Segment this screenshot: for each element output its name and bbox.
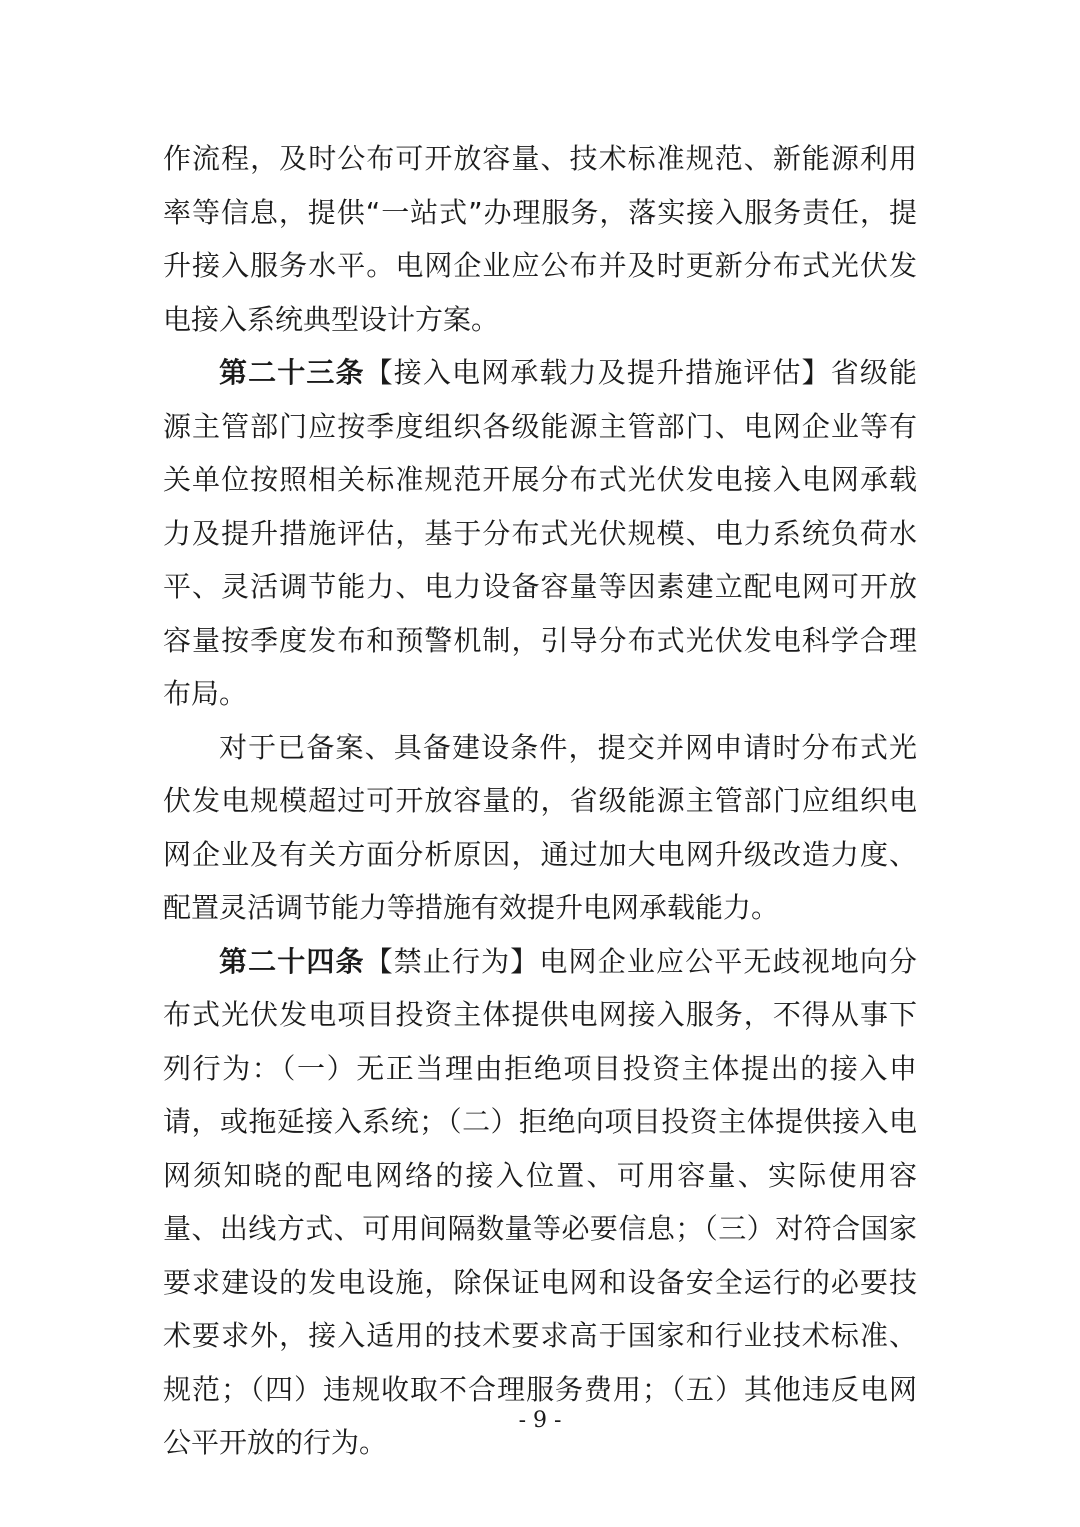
page-number: - 9 - [518,1408,562,1433]
article-title: 第二十三条 [219,356,365,389]
paragraph-article-24 [163,935,917,1470]
document-body [163,132,917,1470]
paragraph-continuation [163,132,917,346]
paragraph-text: 作流程，及时公布可开放容量、技术标准规范、新能源利用率等信息，提供“一站式”办理服务，落实接入服务责任，提升接入服务水平。电网企业应公布并及时更新分布式光伏发电接入系统典型设计方案。 [163,142,917,336]
paragraph-article-23-second [163,721,917,935]
article-title: 第二十四条 [219,944,365,978]
paragraph-text: 【接入电网承载力及提升措施评估】省级能源主管部门应按季度组织各级能源主管部门、电网企业等有关单位按照相关标准规范开展分布式光伏发电接入电网承载力及提升措施评估，基于分布式光伏规模、电力系统负荷水平、灵活调节能力、电力设备容量等因素建立配电网可开放容量按季度发布和预警机制，引导分布式光伏发电科学合理布局。 [163,356,917,710]
paragraph-article-23 [163,346,917,721]
paragraph-text: 【禁止行为】电网企业应公平无歧视地向分布式光伏发电项目投资主体提供电网接入服务，不得从事下列行为：（一）无正当理由拒绝项目投资主体提出的接入申请，或拖延接入系统；（二）拒绝向项目投资主体提供接入电网须知晓的配电网络的接入位置、可用容量、实际使用容量、出线方式、可用间隔数量等必要信息；（三）对符合国家要求建设的发电设施，除保证电网和设备安全运行的必要技术要求外，接入适用的技术要求高于国家和行业技术标准、规范；（四）违规收取不合理服务费用；（五）其他违反电网公平开放的行为。 [163,944,917,1459]
paragraph-text: 对于已备案、具备建设条件，提交并网申请时分布式光伏发电规模超过可开放容量的，省级能源主管部门应组织电网企业及有关方面分析原因，通过加大电网升级改造力度、配置灵活调节能力等措施有效提升电网承载能力。 [163,730,917,924]
